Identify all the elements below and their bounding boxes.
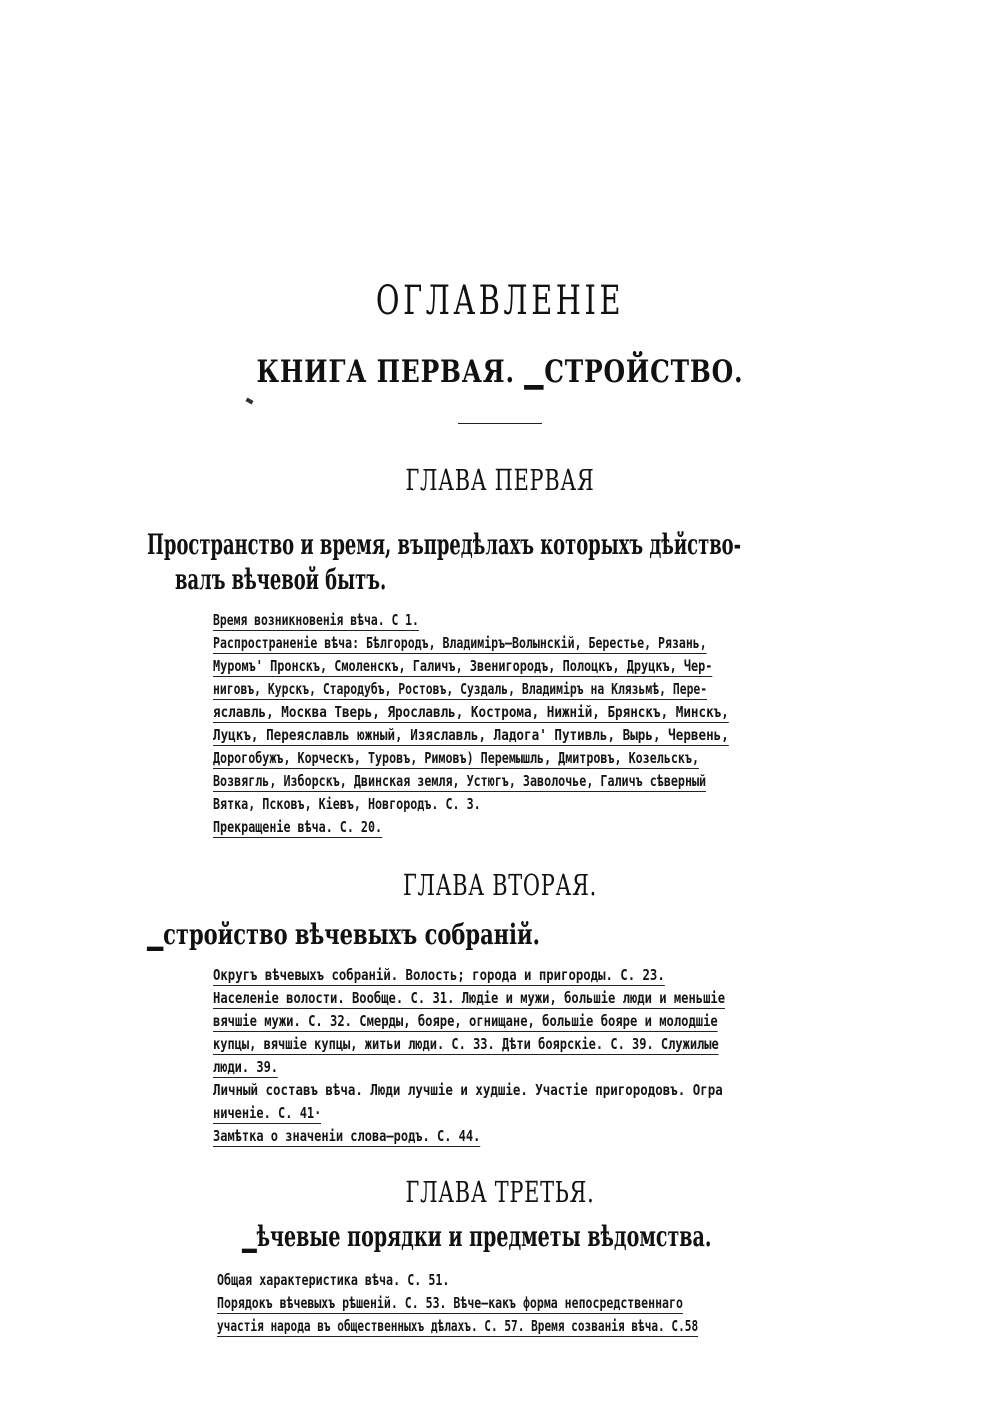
chapter-3-entry-line: Порядокъ вѣчевыхъ рѣшеній. С. 53. Вѣче—какъ форма непосредственнаго [217,1294,683,1312]
chapter-2-entry-line: Населеніе волости. Вообще. С. 31. Людіе и мужи, большіе люди и меньшіе [213,989,726,1007]
chapter-1-entry-line: Прекращеніе вѣча. С. 20. [213,818,383,836]
chapter-3-entry-line: Общая характеристика вѣча. С. 51. [217,1271,450,1289]
chapter-1-entry-line: яславль, Москва Тверь, Ярославль, Кострома, Нижній, Брянскъ, Минскъ, [213,703,729,721]
chapter-2-heading: ▁стройство вѣчевыхъ собраній. [147,918,540,951]
chapter-1-entry-line: Возвягль, Изборскъ, Двинская земля, Устюгъ, Заволочье, Галичъ сѣверный [213,772,707,790]
book-title: КНИГА ПЕРВАЯ. ▁СТРОЙСТВО. [256,354,744,390]
chapter-1-label: ГЛАВА ПЕРВАЯ [405,463,595,497]
chapter-2-entry-line: купцы, вячшіе купцы, житьи люди. С. 33. Дѣти боярскіе. С. 39. Служилые [213,1035,719,1053]
chapter-1-entry-line: Время возникновенія вѣча. С 1. [213,611,419,629]
chapter-2-entry-line: люди. 39. [213,1058,279,1076]
chapter-2-entry-line: Округъ вѣчевыхъ собраній. Волость; города и пригороды. С. 23. [213,966,665,984]
chapter-1-entry-line: Дорогобужъ, Корческъ, Туровъ, Римовъ) Перемышль, Дмитровъ, Козельскъ, [213,749,700,767]
ink-speck [245,398,253,405]
chapter-3-label: ГЛАВА ТРЕТЬЯ. [405,1175,595,1209]
chapter-2-entry-line: вячшіе мужи. С. 32. Смерды, бояре, огнищане, большіе бояре и молодшіе [213,1012,718,1030]
chapter-2-entry-line: Личный составъ вѣча. Люди лучшіе и худшіе. Участіе пригородовъ. Огра [213,1081,723,1099]
divider-rule [458,423,542,424]
toc-title: ОГЛАВЛЕНIЕ [375,278,625,324]
chapter-1-heading-line-1: Пространство и время, въпредѣлахъ которыхъ дѣйство- [147,528,742,561]
chapter-1-entry-line: Распространеніе вѣча: Бѣлгородъ, Владиміръ—Волынскій, Берестье, Рязань, [213,634,707,652]
chapter-2-label: ГЛАВА ВТОРАЯ. [403,868,597,902]
chapter-1-entry-line: Луцкъ, Переяславль южный, Изяславль, Ладога' Путивль, Вырь, Червень, [213,726,729,744]
chapter-3-entry-line: участія народа въ общественныхъ дѣлахъ. С. 57. Время созванія вѣча. С.58 [217,1317,699,1335]
chapter-1-entry-line: Муромъ' Пронскъ, Смоленскъ, Галичъ, Звенигородъ, Полоцкъ, Друцкъ, Чер- [213,657,713,675]
chapter-3-heading: ▁ѣчевые порядки и предметы вѣдомства. [242,1220,712,1253]
chapter-1-heading-line-2: валъ вѣчевой бытъ. [175,563,387,596]
chapter-2-entry-line: Замѣтка о значеніи слова—родъ. С. 44. [213,1127,481,1145]
chapter-1-entry-line: Вятка, Псковъ, Кіевъ, Новгородъ. С. 3. [213,795,481,813]
chapter-1-entry-line: ниговъ, Курскъ, Стародубъ, Ростовъ, Суздаль, Владиміръ на Клязьмѣ, Пере- [213,680,708,698]
chapter-2-entry-line: ниченіе. С. 41· [213,1104,322,1122]
